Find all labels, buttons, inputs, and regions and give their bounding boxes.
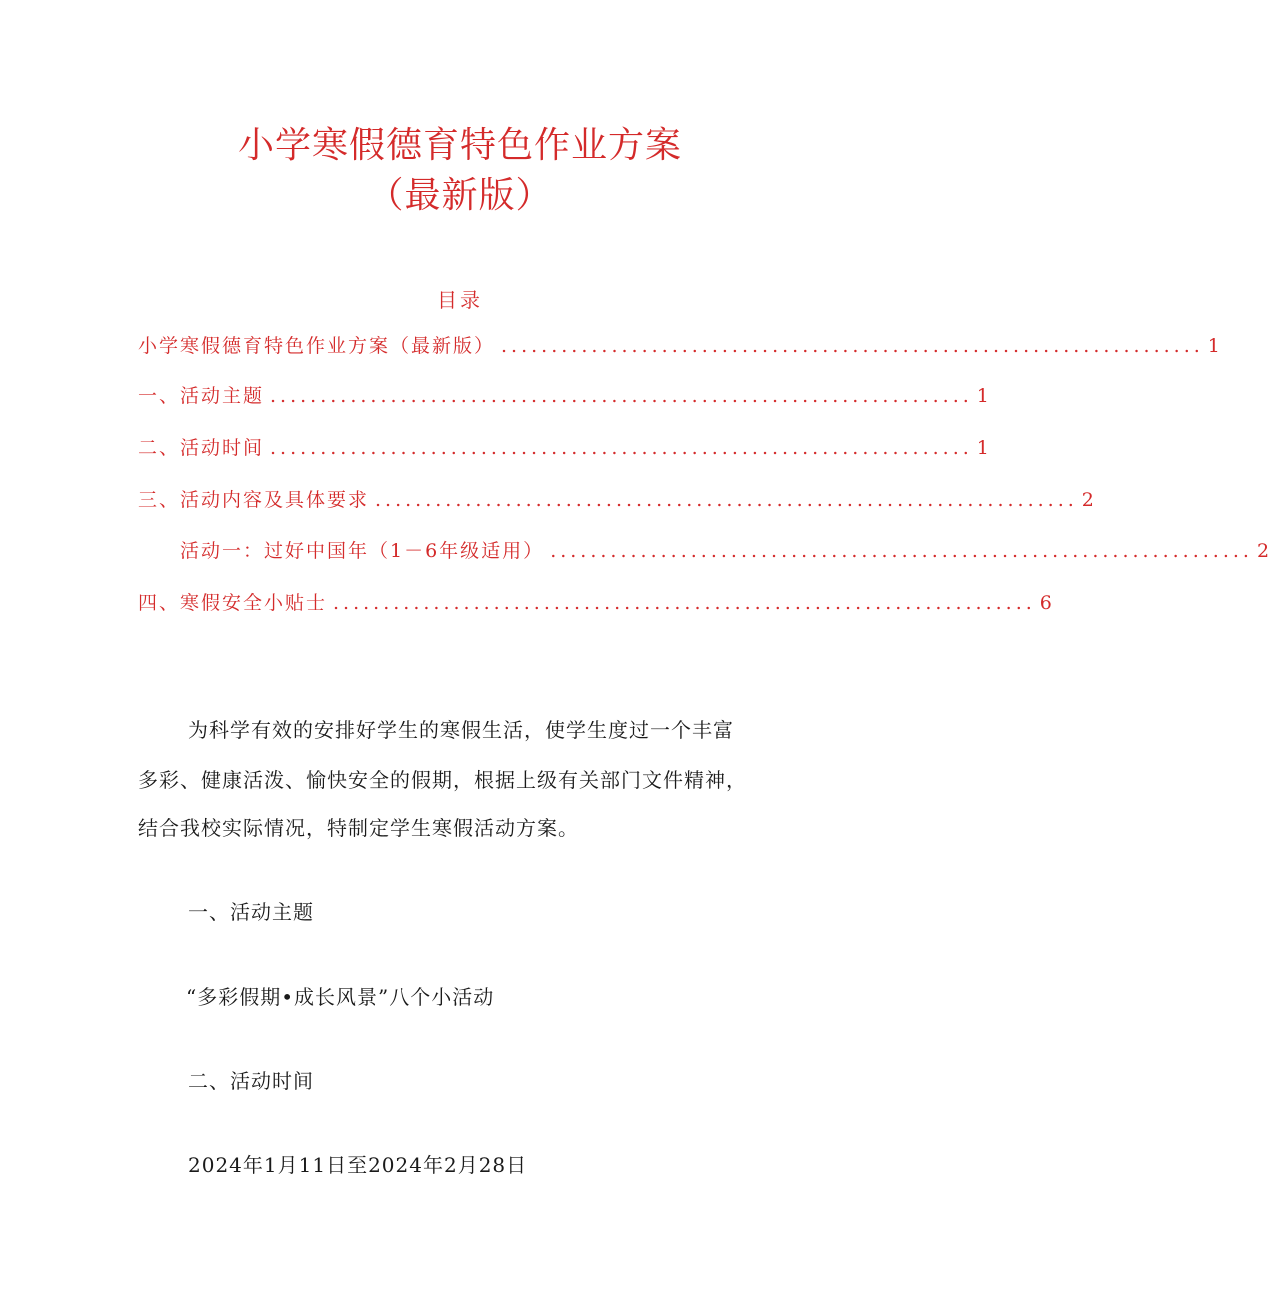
toc-entry[interactable] bbox=[138, 335, 1220, 357]
toc-heading: 目录 bbox=[437, 288, 483, 312]
toc-entry-page: 1 bbox=[1207, 335, 1220, 357]
toc-entry-page: 2 bbox=[1256, 540, 1269, 562]
toc-leader-dots: ...................................................................... bbox=[375, 489, 1078, 511]
toc-entry-label: 小学寒假德育特色作业方案（最新版） bbox=[138, 335, 496, 357]
toc-entry-label: 二、活动时间 bbox=[138, 437, 265, 459]
document-title: 小学寒假德育特色作业方案 bbox=[237, 125, 682, 166]
toc-entry-page: 2 bbox=[1081, 489, 1094, 511]
toc-leader-dots: ...................................................................... bbox=[550, 540, 1253, 562]
section-content-time: 2024年1月11日至2024年2月28日 bbox=[188, 1153, 528, 1177]
toc-entry-label: 一、活动主题 bbox=[138, 385, 265, 407]
section-heading-time: 二、活动时间 bbox=[188, 1069, 314, 1093]
intro-paragraph-line: 多彩、健康活泼、愉快安全的假期，根据上级有关部门文件精神， bbox=[138, 768, 747, 792]
document-subtitle: （最新版） bbox=[367, 175, 553, 216]
toc-leader-dots: ...................................................................... bbox=[270, 437, 973, 459]
toc-entry[interactable] bbox=[180, 540, 1269, 562]
toc-entry[interactable] bbox=[138, 489, 1094, 511]
toc-entry-page: 1 bbox=[976, 385, 989, 407]
toc-entry-label: 四、寒假安全小贴士 bbox=[138, 592, 328, 614]
section-content-theme: “多彩假期•成长风景”八个小活动 bbox=[186, 985, 495, 1009]
toc-entry[interactable] bbox=[138, 592, 1052, 614]
toc-entry-label: 活动一：过好中国年（1－6年级适用） bbox=[180, 540, 545, 562]
toc-entry[interactable] bbox=[138, 437, 989, 459]
toc-entry-page: 1 bbox=[976, 437, 989, 459]
intro-paragraph-line: 为科学有效的安排好学生的寒假生活，使学生度过一个丰富 bbox=[188, 718, 734, 742]
section-heading-theme: 一、活动主题 bbox=[188, 900, 314, 924]
toc-entry[interactable] bbox=[138, 385, 989, 407]
intro-paragraph-line: 结合我校实际情况，特制定学生寒假活动方案。 bbox=[138, 816, 579, 840]
toc-entry-label: 三、活动内容及具体要求 bbox=[138, 489, 370, 511]
toc-entry-page: 6 bbox=[1039, 592, 1052, 614]
toc-leader-dots: ...................................................................... bbox=[270, 385, 973, 407]
toc-leader-dots: ...................................................................... bbox=[333, 592, 1036, 614]
toc-leader-dots: ...................................................................... bbox=[501, 335, 1204, 357]
